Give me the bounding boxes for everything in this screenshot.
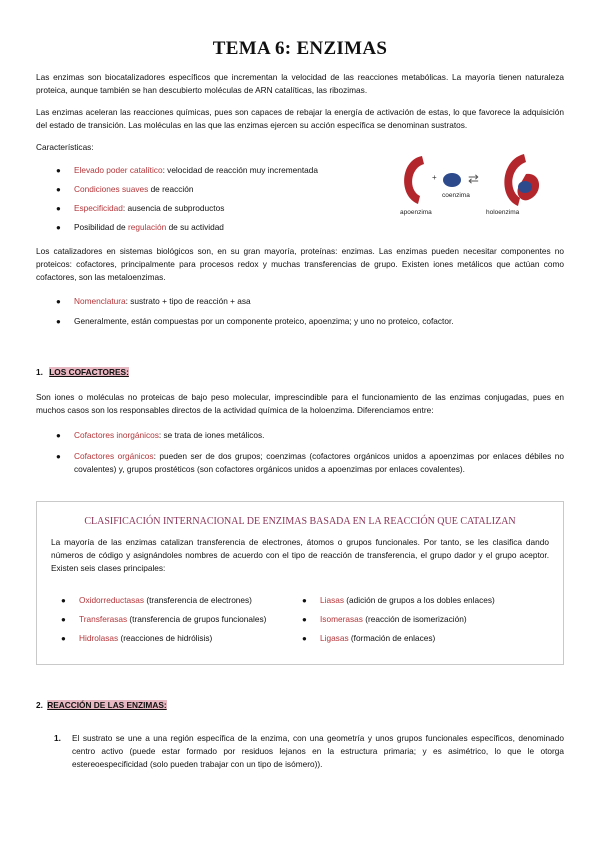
classification-title: CLASIFICACIÓN INTERNACIONAL DE ENZIMAS BASADA EN LA REACCIÓN QUE CATALIZAN	[84, 516, 516, 527]
plus-sign: +	[432, 173, 437, 182]
item-term: Cofactores inorgánicos	[74, 430, 159, 440]
page-title: TEMA 6: ENZIMAS	[212, 38, 388, 59]
bullet-icon: ●	[56, 452, 61, 461]
list-item	[36, 164, 376, 177]
bullet-icon: ●	[56, 297, 61, 306]
section-number: 1.	[36, 367, 43, 377]
item-text: : sustrato + tipo de reacción + asa	[125, 296, 251, 306]
item-text: de su actividad	[166, 222, 224, 232]
list-item	[36, 429, 564, 442]
item-text: (reacciones de hidrólisis)	[118, 633, 213, 643]
list-item	[282, 613, 557, 626]
cofactors-paragraph: Son iones o moléculas no proteicas de bajo peso molecular, imprescindible para el funcionamiento de las enzimas conjugadas, pues en muchos casos son los responsables directos de la actividad química de la holoenzima. Diferenciamos entre:	[36, 392, 564, 415]
catalysts-paragraph: Los catalizadores en sistemas biológicos son, en su gran mayoría, proteínas: enzimas. Las enzimas pueden necesitar componentes no proteicos: cofactores, principalmente para procesos redox y muchas transferencias de grupo. Existen iones metálicos que actúan como cofactores, son las metaloenzimas.	[36, 246, 564, 282]
item-text: : ausencia de subproductos	[122, 203, 225, 213]
apoenzyme-label: apoenzima	[400, 209, 432, 216]
coenzyme-shape	[443, 173, 461, 187]
bullet-icon: ●	[56, 166, 61, 175]
section-title: LOS COFACTORES:	[49, 367, 129, 377]
equilibrium-arrow-icon: ⇄	[468, 171, 479, 186]
item-term: Transferasas	[79, 614, 128, 624]
item-text: (reacción de isomerización)	[362, 614, 467, 624]
list-item	[41, 594, 311, 607]
bullet-icon: ●	[56, 185, 61, 194]
list-item	[41, 632, 311, 645]
item-term: Hidrolasas	[79, 633, 119, 643]
item-term: Cofactores orgánicos	[74, 451, 154, 461]
item-term: Isomerasas	[320, 614, 363, 624]
item-term: Condiciones suaves	[74, 184, 149, 194]
list-item	[36, 450, 564, 476]
classification-paragraph: La mayoría de las enzimas catalizan transferencia de electrones, átomos o grupos funcionales. Por tanto, se les clasifica dando números de código y asignándoles nombres de acuerdo con el tipo de reacción de transferencia, el grupo dador y el grupo aceptor. Existen seis clases principales:	[51, 537, 549, 573]
bullet-icon: ●	[302, 634, 307, 643]
item-text: (formación de enlaces)	[348, 633, 436, 643]
item-term: Nomenclatura	[74, 296, 126, 306]
reaction-list	[36, 732, 564, 771]
classification-list-left	[41, 594, 311, 651]
classification-box	[36, 501, 564, 665]
bullet-icon: ●	[56, 317, 61, 326]
apoenzyme-shape	[404, 156, 424, 204]
item-text: Generalmente, están compuestas por un componente proteico, apoenzima; y uno no proteico, cofactor.	[74, 316, 454, 326]
section-title: REACCIÓN DE LAS ENZIMAS:	[47, 700, 167, 710]
list-item	[36, 732, 564, 771]
bullet-icon: ●	[56, 431, 61, 440]
section-2-heading	[36, 700, 167, 710]
classification-list-right	[282, 594, 557, 651]
list-item	[36, 315, 564, 328]
intro-paragraph-2: Las enzimas aceleran las reacciones químicas, pues son capaces de rebajar la energía de activación de estas, lo que favorece la adquisición del estado de transición. Las moléculas en las que las enzimas ejercen su acción específica se denominan sustratos.	[36, 107, 564, 130]
catalysts-list	[36, 295, 564, 334]
list-item	[36, 202, 376, 215]
list-item	[282, 632, 557, 645]
item-term: Especificidad	[74, 203, 123, 213]
characteristics-heading: Características:	[36, 142, 94, 152]
item-text: (adición de grupos a los dobles enlaces)	[343, 595, 495, 605]
characteristics-list	[36, 164, 376, 240]
list-item	[36, 183, 376, 196]
list-item	[36, 221, 376, 234]
bullet-icon: ●	[61, 634, 66, 643]
item-term: Oxidorreductasas	[79, 595, 145, 605]
item-term: Liasas	[320, 595, 344, 605]
bullet-icon: ●	[61, 596, 66, 605]
item-text: : velocidad de reacción muy incrementada	[162, 165, 318, 175]
holoenzyme-diagram	[394, 150, 564, 222]
bullet-icon: ●	[61, 615, 66, 624]
item-term: Elevado poder catalítico	[74, 165, 163, 175]
item-text: (transferencia de electrones)	[144, 595, 252, 605]
item-term: regulación	[127, 222, 167, 232]
holoenzyme-label: holoenzima	[486, 209, 520, 216]
section-1-heading	[36, 367, 129, 377]
bullet-icon: ●	[56, 223, 61, 232]
bullet-icon: ●	[302, 615, 307, 624]
item-text: de reacción	[148, 184, 194, 194]
intro-paragraph-1: Las enzimas son biocatalizadores específicos que incrementan la velocidad de las reacciones metabólicas. La mayoría tienen naturaleza proteica, aunque también se han descubierto moléculas de ARN catalíticas, las ribozimas.	[36, 72, 564, 95]
item-number: 1.	[54, 733, 61, 743]
item-text: El sustrato se une a una región específica de la enzima, con una geometría y unos grupos funcionales específicos, denominado centro activo (puede estar formado por residuos lejanos en la estructura primaria; y es asimétrico, lo que le otorga estereoespecificidad (solo pueden trabajar con un tipo de isómero)).	[72, 733, 564, 769]
bullet-icon: ●	[56, 204, 61, 213]
item-text: : se trata de iones metálicos.	[158, 430, 265, 440]
section-number: 2.	[36, 700, 43, 710]
bullet-icon: ●	[302, 596, 307, 605]
item-text: Posibilidad de	[74, 222, 128, 232]
list-item	[41, 613, 311, 626]
coenzyme-label: coenzima	[442, 192, 470, 199]
list-item	[282, 594, 557, 607]
holoenzyme-shape	[504, 154, 539, 206]
list-item	[36, 295, 564, 308]
item-text: (transferencia de grupos funcionales)	[127, 614, 267, 624]
item-term: Ligasas	[320, 633, 349, 643]
cofactors-list	[36, 429, 564, 482]
item-text: : pueden ser de dos grupos; coenzimas (cofactores orgánicos unidos a apoenzimas por enlaces débiles no covalentes) y, grupos prostéticos (son cofactores orgánicos unidos a apoenzimas por enlaces covalentes).	[74, 451, 564, 474]
